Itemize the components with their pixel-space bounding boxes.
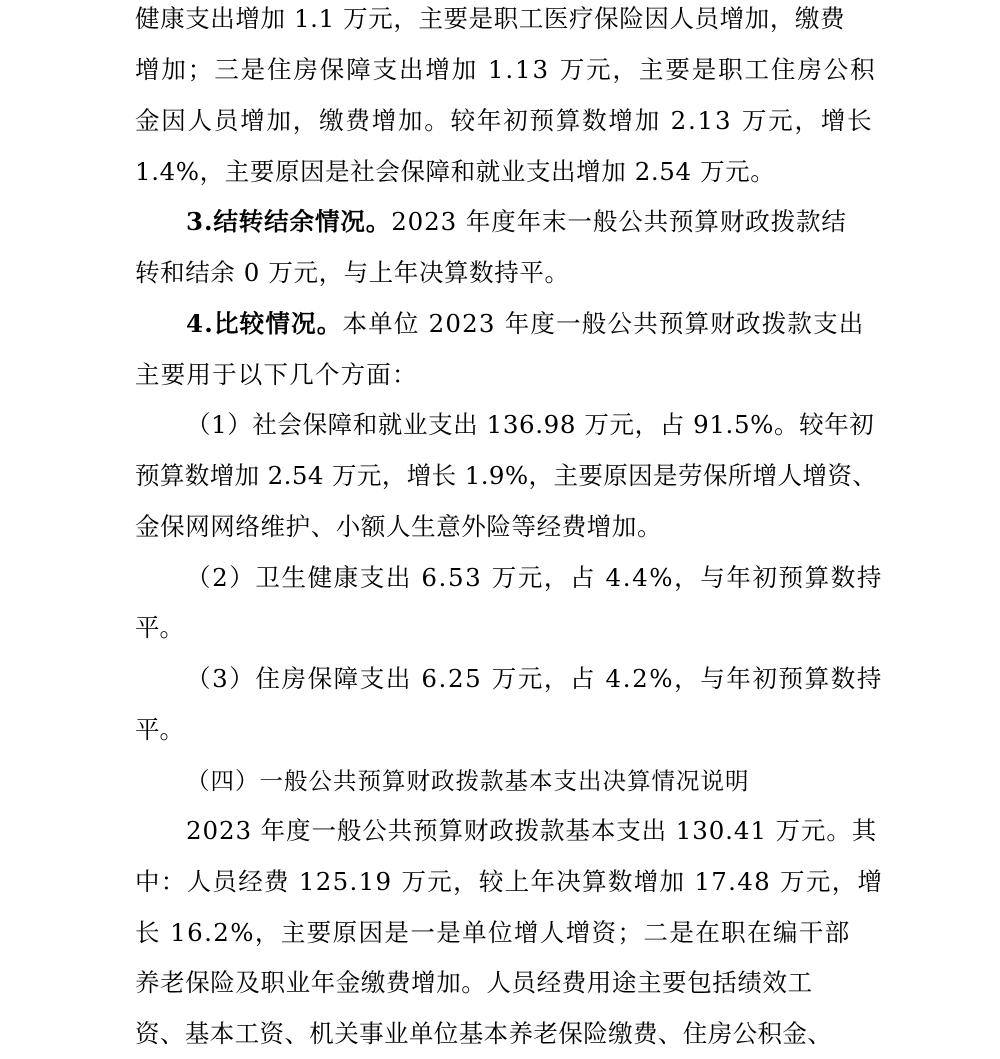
text-run: 本单位 2023 年度一般公共预算财政拨款支出 [342,309,865,338]
text-line: 资、基本工资、机关事业单位基本养老保险缴费、住房公积金、 [135,1019,833,1048]
list-item-1: （1）社会保障和就业支出 136.98 万元，占 91.5%。较年初 [186,410,875,439]
text-line: 主要用于以下几个方面： [135,360,418,389]
text-line: 中：人员经费 125.19 万元，较上年决算数增加 17.48 万元，增 [135,867,884,896]
text-run: 2023 年度年末一般公共预算财政拨款结 [391,207,847,236]
section-paragraph-comparison [186,299,876,349]
text-line: 长 16.2%，主要原因是一是单位增人增资；二是在职在编干部 [135,918,851,947]
section-heading-carryover: 3.结转结余情况。 [186,207,392,236]
text-line: 平。 [135,715,184,744]
text-line: 平。 [135,613,184,642]
text-line: 转和结余 0 万元，与上年决算数持平。 [135,258,570,287]
text-line: 金保网网络维护、小额人生意外险等经费增加。 [135,512,663,541]
section-heading-basic-expenditure: （四）一般公共预算财政拨款基本支出决算情况说明 [186,767,750,795]
text-line: 金因人员增加，缴费增加。较年初预算数增加 2.13 万元，增长 [135,106,874,135]
text-line: 预算数增加 2.54 万元，增长 1.9%，主要原因是劳保所增人增资、 [135,461,878,490]
text-line: 健康支出增加 1.1 万元，主要是职工医疗保险因人员增加，缴费 [135,4,846,33]
list-item-3: （3）住房保障支出 6.25 万元，占 4.2%，与年初预算数持 [186,664,883,693]
text-line: 养老保险及职业年金缴费增加。人员经费用途主要包括绩效工 [135,968,813,997]
text-line: 增加；三是住房保障支出增加 1.13 万元，主要是职工住房公积 [135,55,877,84]
text-line: 2023 年度一般公共预算财政拨款基本支出 130.41 万元。其 [186,816,878,845]
section-heading-comparison: 4.比较情况。 [186,309,343,338]
section-paragraph-carryover [186,197,876,247]
text-line: 1.4%，主要原因是社会保障和就业支出增加 2.54 万元。 [135,157,776,186]
list-item-2: （2）卫生健康支出 6.53 万元，占 4.4%，与年初预算数持 [186,563,883,592]
